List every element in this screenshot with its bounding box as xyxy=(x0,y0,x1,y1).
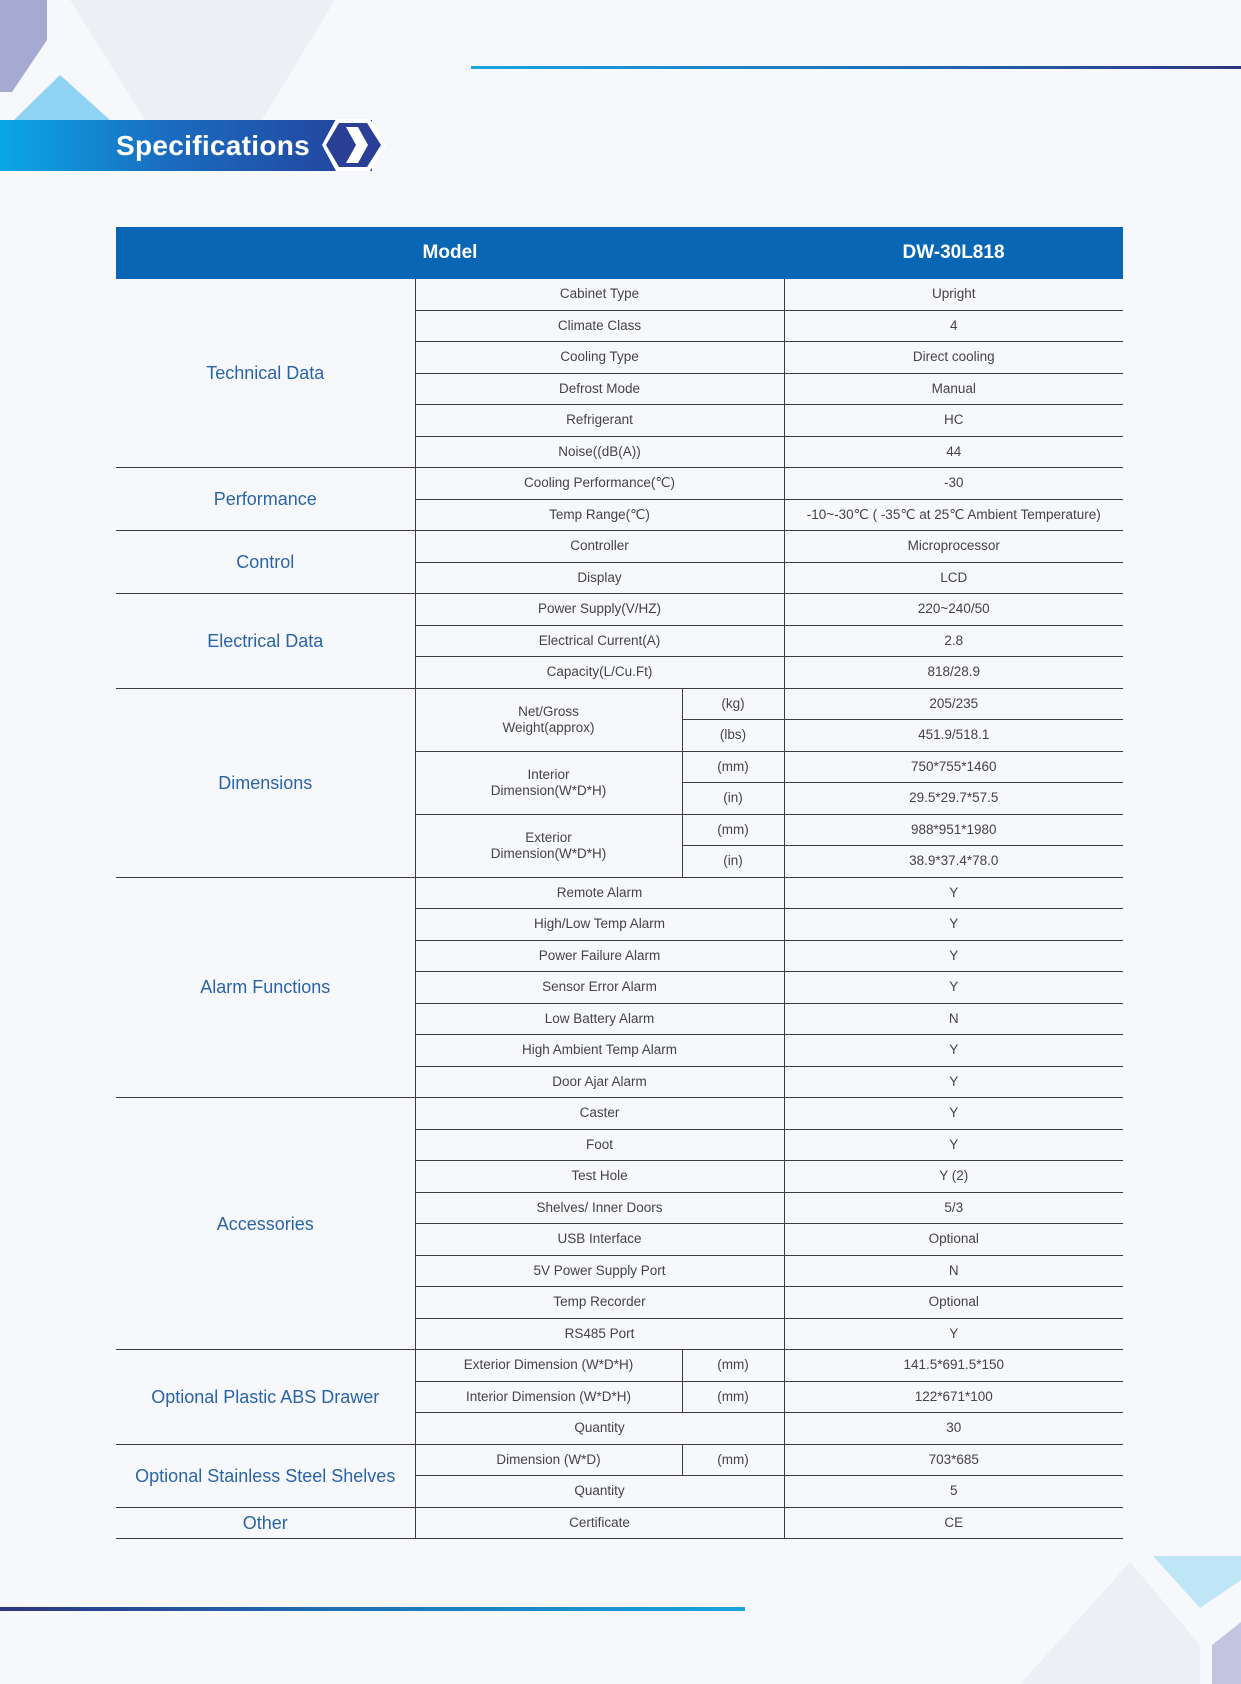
spec-value: 5/3 xyxy=(784,1192,1123,1224)
spec-label: Climate Class xyxy=(415,310,784,342)
spec-value: LCD xyxy=(784,562,1123,594)
category-electrical-data: Electrical Data xyxy=(116,594,415,689)
table-row xyxy=(116,1350,1123,1382)
spec-value: Manual xyxy=(784,373,1123,405)
spec-value: CE xyxy=(784,1507,1123,1539)
spec-label: High Ambient Temp Alarm xyxy=(415,1035,784,1067)
spec-unit: (mm) xyxy=(682,814,784,846)
spec-value: Y xyxy=(784,940,1123,972)
spec-value: Optional xyxy=(784,1287,1123,1319)
spec-value: Y xyxy=(784,909,1123,941)
spec-value: N xyxy=(784,1003,1123,1035)
spec-unit: (mm) xyxy=(682,1350,784,1382)
specifications-table xyxy=(116,227,1123,1539)
category-accessories: Accessories xyxy=(116,1098,415,1350)
category-technical-data: Technical Data xyxy=(116,279,415,468)
top-divider-line xyxy=(471,66,1241,69)
spec-label: Cabinet Type xyxy=(415,279,784,310)
table-row xyxy=(116,279,1123,310)
spec-unit: (in) xyxy=(682,783,784,815)
spec-label: Remote Alarm xyxy=(415,877,784,909)
category-performance: Performance xyxy=(116,468,415,531)
category-control: Control xyxy=(116,531,415,594)
table-row xyxy=(116,468,1123,500)
spec-label: Interior Dimension (W*D*H) xyxy=(415,1381,682,1413)
spec-value: Y xyxy=(784,1318,1123,1350)
top-left-decoration xyxy=(0,0,340,125)
table-row xyxy=(116,688,1123,720)
spec-value: 2.8 xyxy=(784,625,1123,657)
spec-unit: (kg) xyxy=(682,688,784,720)
bottom-right-decoration xyxy=(1000,1550,1241,1684)
spec-value: -30 xyxy=(784,468,1123,500)
spec-label: Exterior Dimension(W*D*H) xyxy=(415,814,682,877)
spec-label: Cooling Type xyxy=(415,342,784,374)
category-dimensions: Dimensions xyxy=(116,688,415,877)
spec-label: Exterior Dimension (W*D*H) xyxy=(415,1350,682,1382)
table-row xyxy=(116,531,1123,563)
chevron-right-icon xyxy=(322,117,388,173)
header-model: Model xyxy=(116,227,784,279)
spec-value: Y xyxy=(784,972,1123,1004)
spec-value: 5 xyxy=(784,1476,1123,1508)
table-row xyxy=(116,1098,1123,1130)
table-header-row xyxy=(116,227,1123,279)
spec-label: Net/Gross Weight(approx) xyxy=(415,688,682,751)
spec-label: Door Ajar Alarm xyxy=(415,1066,784,1098)
spec-unit: (mm) xyxy=(682,1444,784,1476)
spec-label: Interior Dimension(W*D*H) xyxy=(415,751,682,814)
spec-label: Quantity xyxy=(415,1413,784,1445)
spec-label: Foot xyxy=(415,1129,784,1161)
spec-value: Optional xyxy=(784,1224,1123,1256)
spec-value: 703*685 xyxy=(784,1444,1123,1476)
spec-label: Caster xyxy=(415,1098,784,1130)
spec-label: Test Hole xyxy=(415,1161,784,1193)
spec-label: Temp Recorder xyxy=(415,1287,784,1319)
spec-value: Upright xyxy=(784,279,1123,310)
spec-label: Refrigerant xyxy=(415,405,784,437)
spec-value: 4 xyxy=(784,310,1123,342)
category-other: Other xyxy=(116,1507,415,1539)
table-row xyxy=(116,877,1123,909)
spec-label: Low Battery Alarm xyxy=(415,1003,784,1035)
spec-value: Y (2) xyxy=(784,1161,1123,1193)
spec-value: Y xyxy=(784,1035,1123,1067)
spec-value: 988*951*1980 xyxy=(784,814,1123,846)
category-optional-drawer: Optional Plastic ABS Drawer xyxy=(116,1350,415,1445)
spec-label: USB Interface xyxy=(415,1224,784,1256)
spec-label: Noise((dB(A)) xyxy=(415,436,784,468)
spec-value: HC xyxy=(784,405,1123,437)
spec-value: 818/28.9 xyxy=(784,657,1123,689)
spec-value: 750*755*1460 xyxy=(784,751,1123,783)
page-title: Specifications xyxy=(116,130,311,161)
spec-value: Y xyxy=(784,1129,1123,1161)
spec-value: Microprocessor xyxy=(784,531,1123,563)
spec-label: Quantity xyxy=(415,1476,784,1508)
spec-label: Power Supply(V/HZ) xyxy=(415,594,784,626)
table-row xyxy=(116,594,1123,626)
spec-unit: (mm) xyxy=(682,1381,784,1413)
spec-label: High/Low Temp Alarm xyxy=(415,909,784,941)
spec-value: 205/235 xyxy=(784,688,1123,720)
table-row xyxy=(116,1507,1123,1539)
spec-label: Cooling Performance(℃) xyxy=(415,468,784,500)
spec-value: 38.9*37.4*78.0 xyxy=(784,846,1123,878)
header-model-number: DW-30L818 xyxy=(784,227,1123,279)
spec-value: -10~-30℃ ( -35℃ at 25℃ Ambient Temperature) xyxy=(784,499,1123,531)
spec-value: 29.5*29.7*57.5 xyxy=(784,783,1123,815)
table-row xyxy=(116,1444,1123,1476)
spec-value: 30 xyxy=(784,1413,1123,1445)
spec-value: 141.5*691.5*150 xyxy=(784,1350,1123,1382)
spec-label: Controller xyxy=(415,531,784,563)
bottom-divider-line xyxy=(0,1607,745,1611)
spec-label: Shelves/ Inner Doors xyxy=(415,1192,784,1224)
spec-value: Y xyxy=(784,1098,1123,1130)
spec-label: Display xyxy=(415,562,784,594)
spec-value: 220~240/50 xyxy=(784,594,1123,626)
spec-value: 122*671*100 xyxy=(784,1381,1123,1413)
spec-label: Capacity(L/Cu.Ft) xyxy=(415,657,784,689)
spec-value: 44 xyxy=(784,436,1123,468)
spec-label: Power Failure Alarm xyxy=(415,940,784,972)
spec-unit: (in) xyxy=(682,846,784,878)
spec-unit: (lbs) xyxy=(682,720,784,752)
spec-label: Electrical Current(A) xyxy=(415,625,784,657)
spec-value: Y xyxy=(784,877,1123,909)
category-alarm-functions: Alarm Functions xyxy=(116,877,415,1098)
spec-label: Defrost Mode xyxy=(415,373,784,405)
spec-label: Sensor Error Alarm xyxy=(415,972,784,1004)
spec-label: RS485 Port xyxy=(415,1318,784,1350)
spec-value: Direct cooling xyxy=(784,342,1123,374)
spec-label: Dimension (W*D) xyxy=(415,1444,682,1476)
spec-label: 5V Power Supply Port xyxy=(415,1255,784,1287)
spec-unit: (mm) xyxy=(682,751,784,783)
category-optional-shelves: Optional Stainless Steel Shelves xyxy=(116,1444,415,1507)
spec-value: N xyxy=(784,1255,1123,1287)
spec-value: 451.9/518.1 xyxy=(784,720,1123,752)
spec-label: Certificate xyxy=(415,1507,784,1539)
spec-value: Y xyxy=(784,1066,1123,1098)
spec-label: Temp Range(℃) xyxy=(415,499,784,531)
